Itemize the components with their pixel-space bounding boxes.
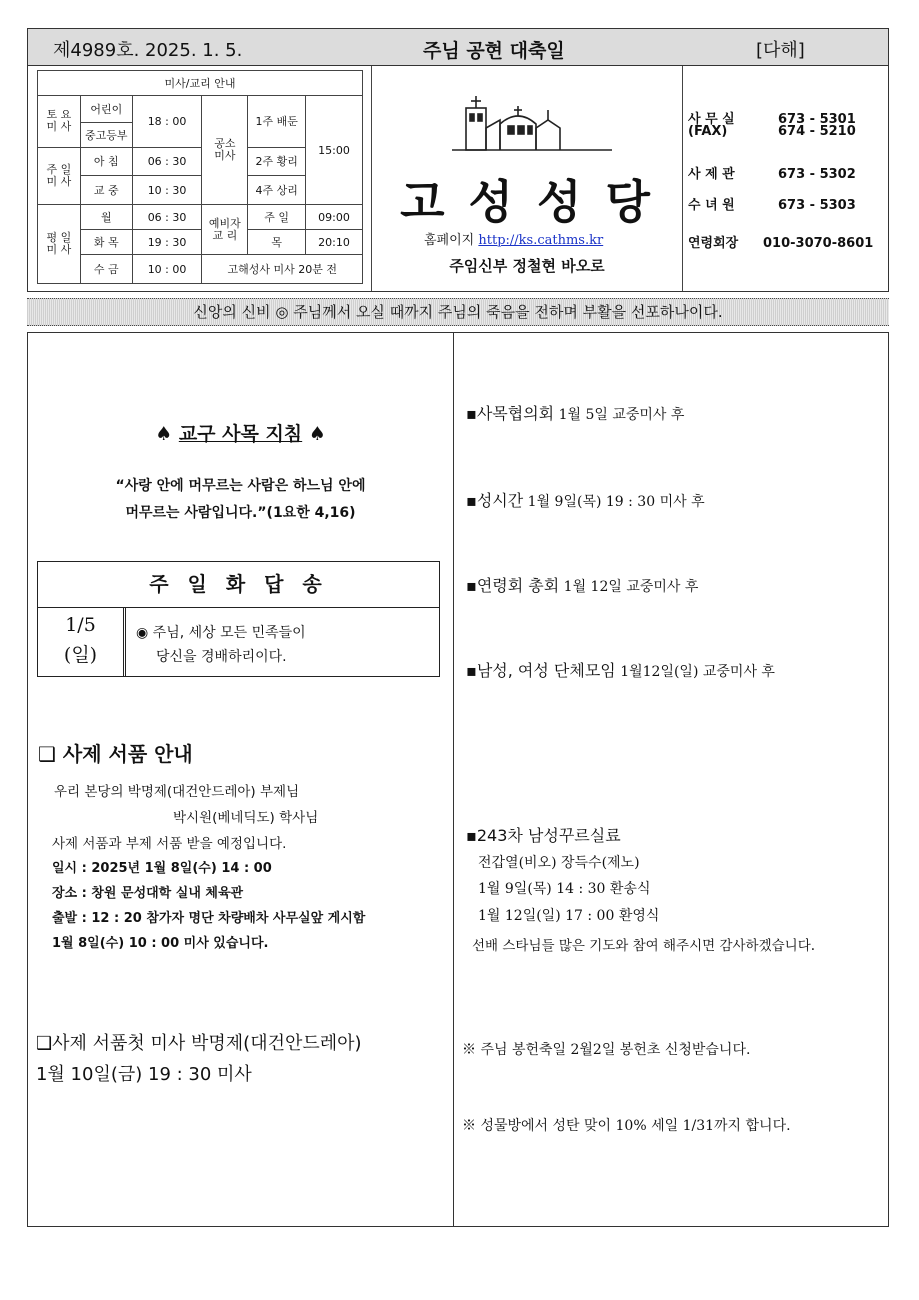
notice-gift-shop-sale: ※ 성물방에서 성탄 맞이 10% 세일 1/31까지 합니다. bbox=[462, 1118, 791, 1134]
notice-item bbox=[466, 488, 705, 511]
weekday-mass-label: 평 일 미 사 bbox=[38, 205, 81, 284]
ordination-line: 사제 서품과 부제 서품 받을 예정입니다. bbox=[52, 836, 287, 852]
sched-cell: 18 : 00 bbox=[132, 95, 202, 147]
contact-label: 사 제 관 bbox=[688, 167, 735, 182]
sched-cell: 화 목 bbox=[80, 230, 132, 255]
notice-detail: 1월 12일 교중미사 후 bbox=[559, 579, 699, 595]
pastoral-title-text: 교구 사목 지침 bbox=[178, 423, 303, 445]
sched-cell: 20:10 bbox=[306, 230, 363, 255]
sched-cell: 09:00 bbox=[306, 205, 363, 230]
ordination-title: ❑ 사제 서품 안내 bbox=[38, 742, 193, 766]
sched-cell: 목 bbox=[248, 230, 306, 255]
ordination-line: 일시 : 2025년 1월 8일(수) 14 : 00 bbox=[52, 861, 272, 876]
ordination-line: 1월 8일(수) 10 : 00 미사 있습니다. bbox=[52, 936, 269, 951]
notice-title: ▪남성, 여성 단체모임 bbox=[466, 661, 616, 680]
sched-cell: 10 : 00 bbox=[132, 255, 202, 284]
spade-icon: ♠ bbox=[155, 423, 179, 445]
gongso-mass-label: 공소 미사 bbox=[202, 95, 248, 205]
homepage-line bbox=[424, 229, 603, 248]
issue-number-date: 제4989호. 2025. 1. 5. bbox=[53, 40, 243, 61]
contact-value: 673 - 5303 bbox=[778, 198, 856, 213]
saturday-mass-label: 토 요 미 사 bbox=[38, 95, 81, 147]
parish-header bbox=[27, 66, 889, 292]
sched-cell: 아 침 bbox=[80, 147, 132, 176]
notice-item bbox=[466, 573, 698, 596]
sched-cell: 교 중 bbox=[80, 176, 132, 205]
confession-note: 고해성사 미사 20분 전 bbox=[202, 255, 363, 284]
contact-label: 연령회장 bbox=[688, 236, 739, 251]
ordination-line: 출발 : 12 : 20 참가자 명단 차량배차 사무실앞 게시함 bbox=[52, 911, 366, 926]
psalm-date-weekday: (일) bbox=[63, 644, 98, 666]
first-mass-line-1: ❑사제 서품첫 미사 박명제(대건안드레아) bbox=[36, 1033, 362, 1054]
church-building-icon bbox=[452, 94, 612, 152]
sunday-mass-label: 주 일 미 사 bbox=[38, 147, 81, 205]
column-divider bbox=[453, 333, 454, 1226]
psalm-title: 주 일 화 답 송 bbox=[38, 562, 439, 608]
sched-cell: 06 : 30 bbox=[132, 205, 202, 230]
ordination-line: 장소 : 창원 문성대학 실내 체육관 bbox=[52, 886, 244, 901]
sched-cell: 어린이 bbox=[80, 95, 132, 122]
responsorial-psalm-box bbox=[37, 561, 440, 677]
creed-banner: 신앙의 신비 ◎ 주님께서 오실 때까지 주님의 죽음을 전하며 부활을 선포하나이다. bbox=[27, 298, 889, 326]
notice-title: ▪성시간 bbox=[466, 491, 524, 510]
liturgical-cycle: [다해] bbox=[756, 40, 805, 61]
sched-cell: 주 일 bbox=[248, 205, 306, 230]
sched-cell: 4주 상리 bbox=[248, 176, 306, 205]
contact-label: 사 무 실 bbox=[688, 112, 735, 127]
psalm-date bbox=[38, 608, 126, 676]
contact-label: (FAX) bbox=[688, 124, 728, 139]
notice-feast-candles: ※ 주님 봉헌축일 2월2일 봉헌초 신청받습니다. bbox=[462, 1042, 751, 1058]
sched-cell: 15:00 bbox=[306, 95, 363, 205]
pastoral-quote-1: “사랑 안에 머무르는 사람은 하느님 안에 bbox=[115, 478, 366, 494]
main-content bbox=[27, 332, 889, 1227]
notice-detail: 1월 5일 교중미사 후 bbox=[554, 407, 685, 423]
notice-detail: 1월 9일(목) 19 : 30 미사 후 bbox=[523, 494, 705, 510]
notice-item bbox=[466, 658, 775, 681]
first-mass-line-2: 1월 10일(금) 19 : 30 미사 bbox=[36, 1064, 252, 1085]
sched-cell: 19 : 30 bbox=[132, 230, 202, 255]
pastor-name: 주임신부 정철현 바오로 bbox=[449, 257, 605, 275]
pastoral-quote-2: 머무르는 사람입니다.”(1요한 4,16) bbox=[125, 505, 356, 521]
contact-label: 수 녀 원 bbox=[688, 198, 735, 213]
contact-value: 673 - 5301 bbox=[778, 112, 856, 127]
mass-schedule-table bbox=[37, 70, 363, 284]
notice-item bbox=[466, 401, 684, 424]
notice-detail: 1월12일(일) 교중미사 후 bbox=[615, 664, 775, 680]
cursillo-line: 전갑열(비오) 장득수(제노) bbox=[478, 855, 640, 871]
parish-name: 고 성 성 당 bbox=[400, 175, 654, 229]
contact-value: 673 - 5302 bbox=[778, 167, 856, 182]
psalm-response-1: ◉ 주님, 세상 모든 민족들이 bbox=[136, 625, 306, 641]
sched-cell: 1주 배둔 bbox=[248, 95, 306, 147]
notice-title: ▪연령회 총회 bbox=[466, 576, 560, 595]
cursillo-line: 1월 9일(목) 14 : 30 환송식 bbox=[478, 881, 651, 897]
notice-title: ▪사목협의회 bbox=[466, 404, 555, 423]
feast-title: 주님 공현 대축일 bbox=[423, 40, 565, 62]
sched-cell: 2주 황리 bbox=[248, 147, 306, 176]
parish-identity bbox=[371, 66, 683, 291]
psalm-date-day: 1/5 bbox=[65, 614, 96, 636]
contact-info bbox=[688, 66, 888, 291]
spade-icon: ♠ bbox=[302, 423, 326, 445]
homepage-label: 홈페이지 bbox=[424, 233, 475, 248]
homepage-link[interactable]: http://ks.cathms.kr bbox=[478, 233, 604, 248]
contact-value: 674 - 5210 bbox=[778, 124, 856, 139]
sched-cell: 수 금 bbox=[80, 255, 132, 284]
sched-cell: 10 : 30 bbox=[132, 176, 202, 205]
sched-cell: 06 : 30 bbox=[132, 147, 202, 176]
cursillo-thanks: 선배 스타님들 많은 기도와 참여 해주시면 감사하겠습니다. bbox=[472, 938, 816, 954]
issue-header-bar bbox=[27, 28, 889, 66]
cursillo-line: 1월 12일(일) 17 : 00 환영식 bbox=[478, 908, 660, 924]
cursillo-title-text: ▪243차 남성꾸르실료 bbox=[466, 826, 621, 845]
psalm-response-2: 당신을 경배하리이다. bbox=[156, 649, 287, 665]
ordination-line: 우리 본당의 박명제(대건안드레아) 부제님 bbox=[54, 784, 300, 800]
sched-cell: 월 bbox=[80, 205, 132, 230]
catechumen-label: 예비자 교 리 bbox=[202, 205, 248, 255]
schedule-title: 미사/교리 안내 bbox=[38, 71, 363, 96]
ordination-line: 박시원(베네딕도) 학사님 bbox=[173, 810, 319, 826]
pastoral-guideline-title bbox=[28, 419, 453, 446]
contact-value: 010-3070-8601 bbox=[763, 236, 874, 251]
sched-cell: 중고등부 bbox=[80, 122, 132, 147]
cursillo-title bbox=[466, 823, 621, 846]
